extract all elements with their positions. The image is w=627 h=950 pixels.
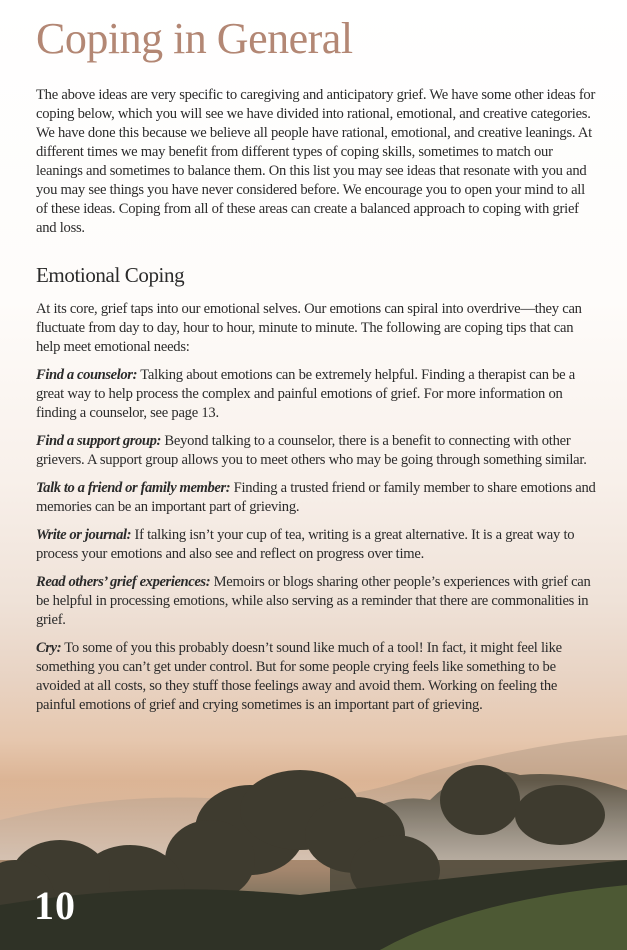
tip-find-support-group bbox=[36, 432, 596, 470]
tip-text: Memoirs or blogs sharing other people’s experiences with grief can be helpful in processing emotions, while also serving as a reminder that there are commonalities in grief. bbox=[36, 574, 591, 628]
tip-cry bbox=[36, 639, 596, 715]
tip-text: To some of you this probably doesn’t sound like much of a tool! In fact, it might feel like something you can’t get under control. But for some people crying feels like something to be avoided at all costs, so they stuff those feelings away and avoid them. Working on feeling the painful emotions of grief and crying sometimes is an important part of grieving. bbox=[36, 640, 562, 713]
section-heading: Emotional Coping bbox=[36, 263, 185, 287]
tip-text: Finding a trusted friend or family member to share emotions and memories can be an important part of grieving. bbox=[36, 480, 596, 515]
tip-label: Find a support group: bbox=[36, 433, 162, 449]
tip-label: Write or journal: bbox=[36, 527, 132, 543]
tip-talk-to-friend bbox=[36, 479, 596, 517]
intro-paragraph: The above ideas are very specific to caregiving and anticipatory grief. We have some other ideas for coping below, which you will see we have divided into rational, emotional, and creative categories. We have done this because we believe all people have rational, emotional, and creative leanings. At different times we may benefit from different types of coping skills, sometimes to match our leanings and sometimes to balance them. On this list you may see ideas that resonate with you and you may see things you have never considered before. We encourage you to open your mind to all of these ideas. Coping from all of these areas can create a balanced approach to coping with grief and loss. bbox=[36, 87, 596, 236]
tip-label: Talk to a friend or family member: bbox=[36, 480, 231, 496]
page-number: 10 bbox=[34, 883, 76, 928]
tip-text: If talking isn’t your cup of tea, writing is a great alternative. It is a great way to process your emotions and also see and reflect on progress over time. bbox=[36, 527, 575, 562]
page-content bbox=[36, 0, 596, 715]
tip-write-journal bbox=[36, 526, 596, 564]
tip-text: Talking about emotions can be extremely helpful. Finding a therapist can be a great way to help process the complex and painful emotions of grief. For more information on finding a counselor, see page 13. bbox=[36, 367, 576, 421]
tip-label: Find a counselor: bbox=[36, 367, 138, 383]
page-title: Coping in General bbox=[36, 14, 353, 63]
tip-read-experiences bbox=[36, 573, 596, 630]
tip-label: Cry: bbox=[36, 640, 62, 656]
tip-find-counselor bbox=[36, 366, 596, 423]
tip-text: Beyond talking to a counselor, there is a benefit to connecting with other grievers. A support group allows you to meet others who may be going through something similar. bbox=[36, 433, 587, 468]
section-lead-paragraph: At its core, grief taps into our emotional selves. Our emotions can spiral into overdrive—they can fluctuate from day to day, hour to hour, minute to minute. The following are coping tips that can help meet emotional needs: bbox=[36, 301, 582, 355]
tip-label: Read others’ grief experiences: bbox=[36, 574, 211, 590]
